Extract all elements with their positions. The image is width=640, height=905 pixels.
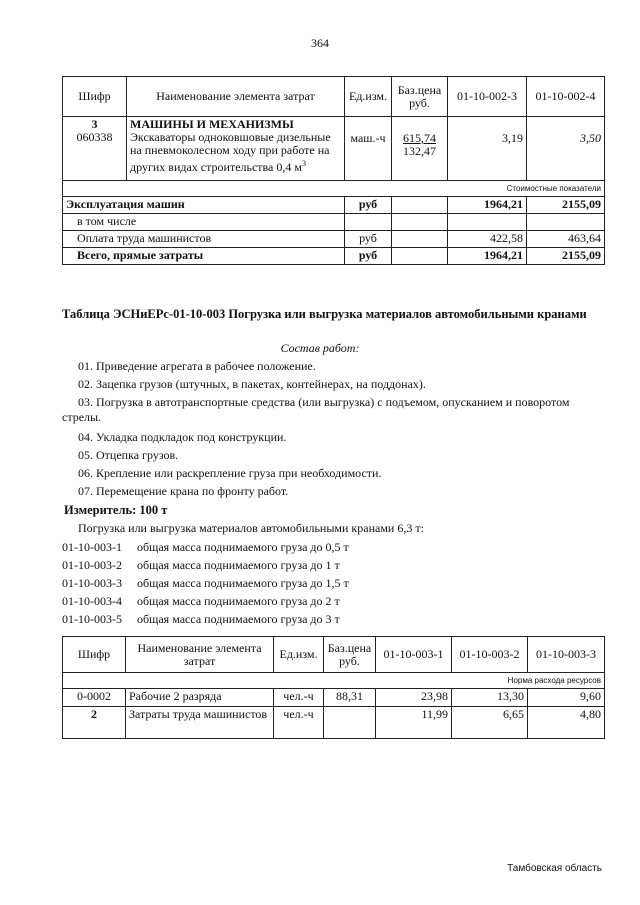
row-including-unit xyxy=(345,214,392,231)
empty-cell xyxy=(392,197,448,214)
empty-cell xyxy=(392,248,448,265)
measure-unit: Измеритель: 100 т xyxy=(64,503,168,517)
code-label: 01-10-003-5 xyxy=(62,612,122,626)
row-operators-v3: 4,80 xyxy=(528,707,605,739)
code-text: общая масса поднимаемого груза до 0,5 т xyxy=(137,540,349,554)
item-price xyxy=(392,117,448,181)
section-number: 3 xyxy=(91,117,98,131)
footer-region: Тамбовская область xyxy=(507,863,602,874)
row-workers-v3: 9,60 xyxy=(528,689,605,707)
code-label: 01-10-003-3 xyxy=(62,576,122,590)
header-unit: Ед.изм. xyxy=(345,77,392,117)
item-unit: маш.-ч xyxy=(345,117,392,181)
row-operators-unit: чел.-ч xyxy=(274,707,324,739)
work-step-5: 05. Отцепка грузов. xyxy=(78,448,179,462)
item-name-cell xyxy=(127,117,345,181)
code-label: 01-10-003-4 xyxy=(62,594,122,608)
code-text: общая масса поднимаемого груза до 3 т xyxy=(137,612,340,626)
work-step-7: 07. Перемещение крана по фронту работ. xyxy=(78,484,289,498)
row-including: в том числе xyxy=(63,214,345,231)
empty-cell xyxy=(392,231,448,248)
header-col3: 01-10-003-3 xyxy=(528,637,605,673)
row-workers-name: Рабочие 2 разряда xyxy=(126,689,274,707)
section-code-cell xyxy=(63,117,127,181)
row-operator-wages-v1: 422,58 xyxy=(448,231,527,248)
work-composition-title: Состав работ: xyxy=(280,341,360,355)
code-row-4 xyxy=(62,594,340,609)
code-text: общая масса поднимаемого груза до 1,5 т xyxy=(137,576,349,590)
row-operator-wages: Оплата труда машинистов xyxy=(63,231,345,248)
code-row-2 xyxy=(62,558,340,573)
row-machine-operation-v1: 1964,21 xyxy=(448,197,527,214)
row-including-v1 xyxy=(448,214,527,231)
work-step-1: 01. Приведение агрегата в рабочее положение. xyxy=(78,359,316,373)
header-price: Баз.цена руб. xyxy=(324,637,376,673)
row-total-unit: руб xyxy=(345,248,392,265)
code-row-1 xyxy=(62,540,349,555)
item-price-top: 615,74 xyxy=(403,131,436,145)
header-name: Наименование элемента затрат xyxy=(127,77,345,117)
code-row-5 xyxy=(62,612,340,627)
resources-table-2 xyxy=(62,636,605,739)
row-total-v2: 2155,09 xyxy=(527,248,605,265)
row-machine-operation-v2: 2155,09 xyxy=(527,197,605,214)
row-workers-price: 88,31 xyxy=(324,689,376,707)
work-step-2: 02. Зацепка грузов (штучных, в пакетах, контейнерах, на поддонах). xyxy=(78,377,426,391)
work-step-6: 06. Крепление или раскрепление груза при необходимости. xyxy=(78,466,382,480)
header-price: Баз.цена руб. xyxy=(392,77,448,117)
table-heading: Таблица ЭСНиЕРс-01-10-003 Погрузка или выгрузка материалов автомобильными кранами xyxy=(62,307,587,321)
work-step-4: 04. Укладка подкладок под конструкции. xyxy=(78,430,287,444)
code-text: общая масса поднимаемого груза до 1 т xyxy=(137,558,340,572)
row-machine-operation: Эксплуатация машин xyxy=(63,197,345,214)
row-operators-price xyxy=(324,707,376,739)
header-col2: 01-10-002-4 xyxy=(527,77,605,117)
resource-norm-label: Норма расхода ресурсов xyxy=(376,673,605,689)
intro-line: Погрузка или выгрузка материалов автомобильными кранами 6,3 т: xyxy=(78,521,424,535)
item-value-2: 3,50 xyxy=(527,117,605,181)
page-number: 364 xyxy=(311,36,329,50)
code-row-3 xyxy=(62,576,349,591)
work-step-3: 03. Погрузка в автотранспортные средства (или выгрузка) с подъемом, опусканием и поворотом стрелы. xyxy=(62,395,570,424)
header-col2: 01-10-003-2 xyxy=(452,637,528,673)
row-workers-unit: чел.-ч xyxy=(274,689,324,707)
row-operator-wages-unit: руб xyxy=(345,231,392,248)
item-name: Экскаваторы одноковшовые дизельные на пневмоколесном ходу при работе на других видах строительства 0,4 $м^3$ xyxy=(130,130,331,174)
row-total-direct-costs: Всего, прямые затраты xyxy=(63,248,345,265)
row-workers-code: 0-0002 xyxy=(63,689,126,707)
costs-table-1 xyxy=(62,76,605,265)
code-label: 01-10-003-2 xyxy=(62,558,122,572)
row-machine-operation-unit: руб xyxy=(345,197,392,214)
header-unit: Ед.изм. xyxy=(274,637,324,673)
item-price-bottom: 132,47 xyxy=(403,144,436,158)
header-code: Шифр xyxy=(63,77,127,117)
code-text: общая масса поднимаемого груза до 2 т xyxy=(137,594,340,608)
row-including-v2 xyxy=(527,214,605,231)
header-col1: 01-10-002-3 xyxy=(448,77,527,117)
row-total-v1: 1964,21 xyxy=(448,248,527,265)
header-name: Наименование элемента затрат xyxy=(126,637,274,673)
row-operators-name: Затраты труда машинистов xyxy=(126,707,274,739)
header-col1: 01-10-003-1 xyxy=(376,637,452,673)
code-label: 01-10-003-1 xyxy=(62,540,122,554)
section-title: МАШИНЫ И МЕХАНИЗМЫ xyxy=(130,117,294,131)
row-workers-v1: 23,98 xyxy=(376,689,452,707)
item-code: 060338 xyxy=(76,130,113,144)
subheader-spacer xyxy=(63,673,376,689)
header-code: Шифр xyxy=(63,637,126,673)
row-operators-v1: 11,99 xyxy=(376,707,452,739)
row-workers-v2: 13,30 xyxy=(452,689,528,707)
empty-cell xyxy=(392,214,448,231)
subheader-spacer xyxy=(63,181,448,197)
item-value-1: 3,19 xyxy=(448,117,527,181)
row-operators-v2: 6,65 xyxy=(452,707,528,739)
row-operators-code: 2 xyxy=(63,707,126,739)
row-operator-wages-v2: 463,64 xyxy=(527,231,605,248)
cost-indicators-label: Стоимостные показатели xyxy=(448,181,605,197)
